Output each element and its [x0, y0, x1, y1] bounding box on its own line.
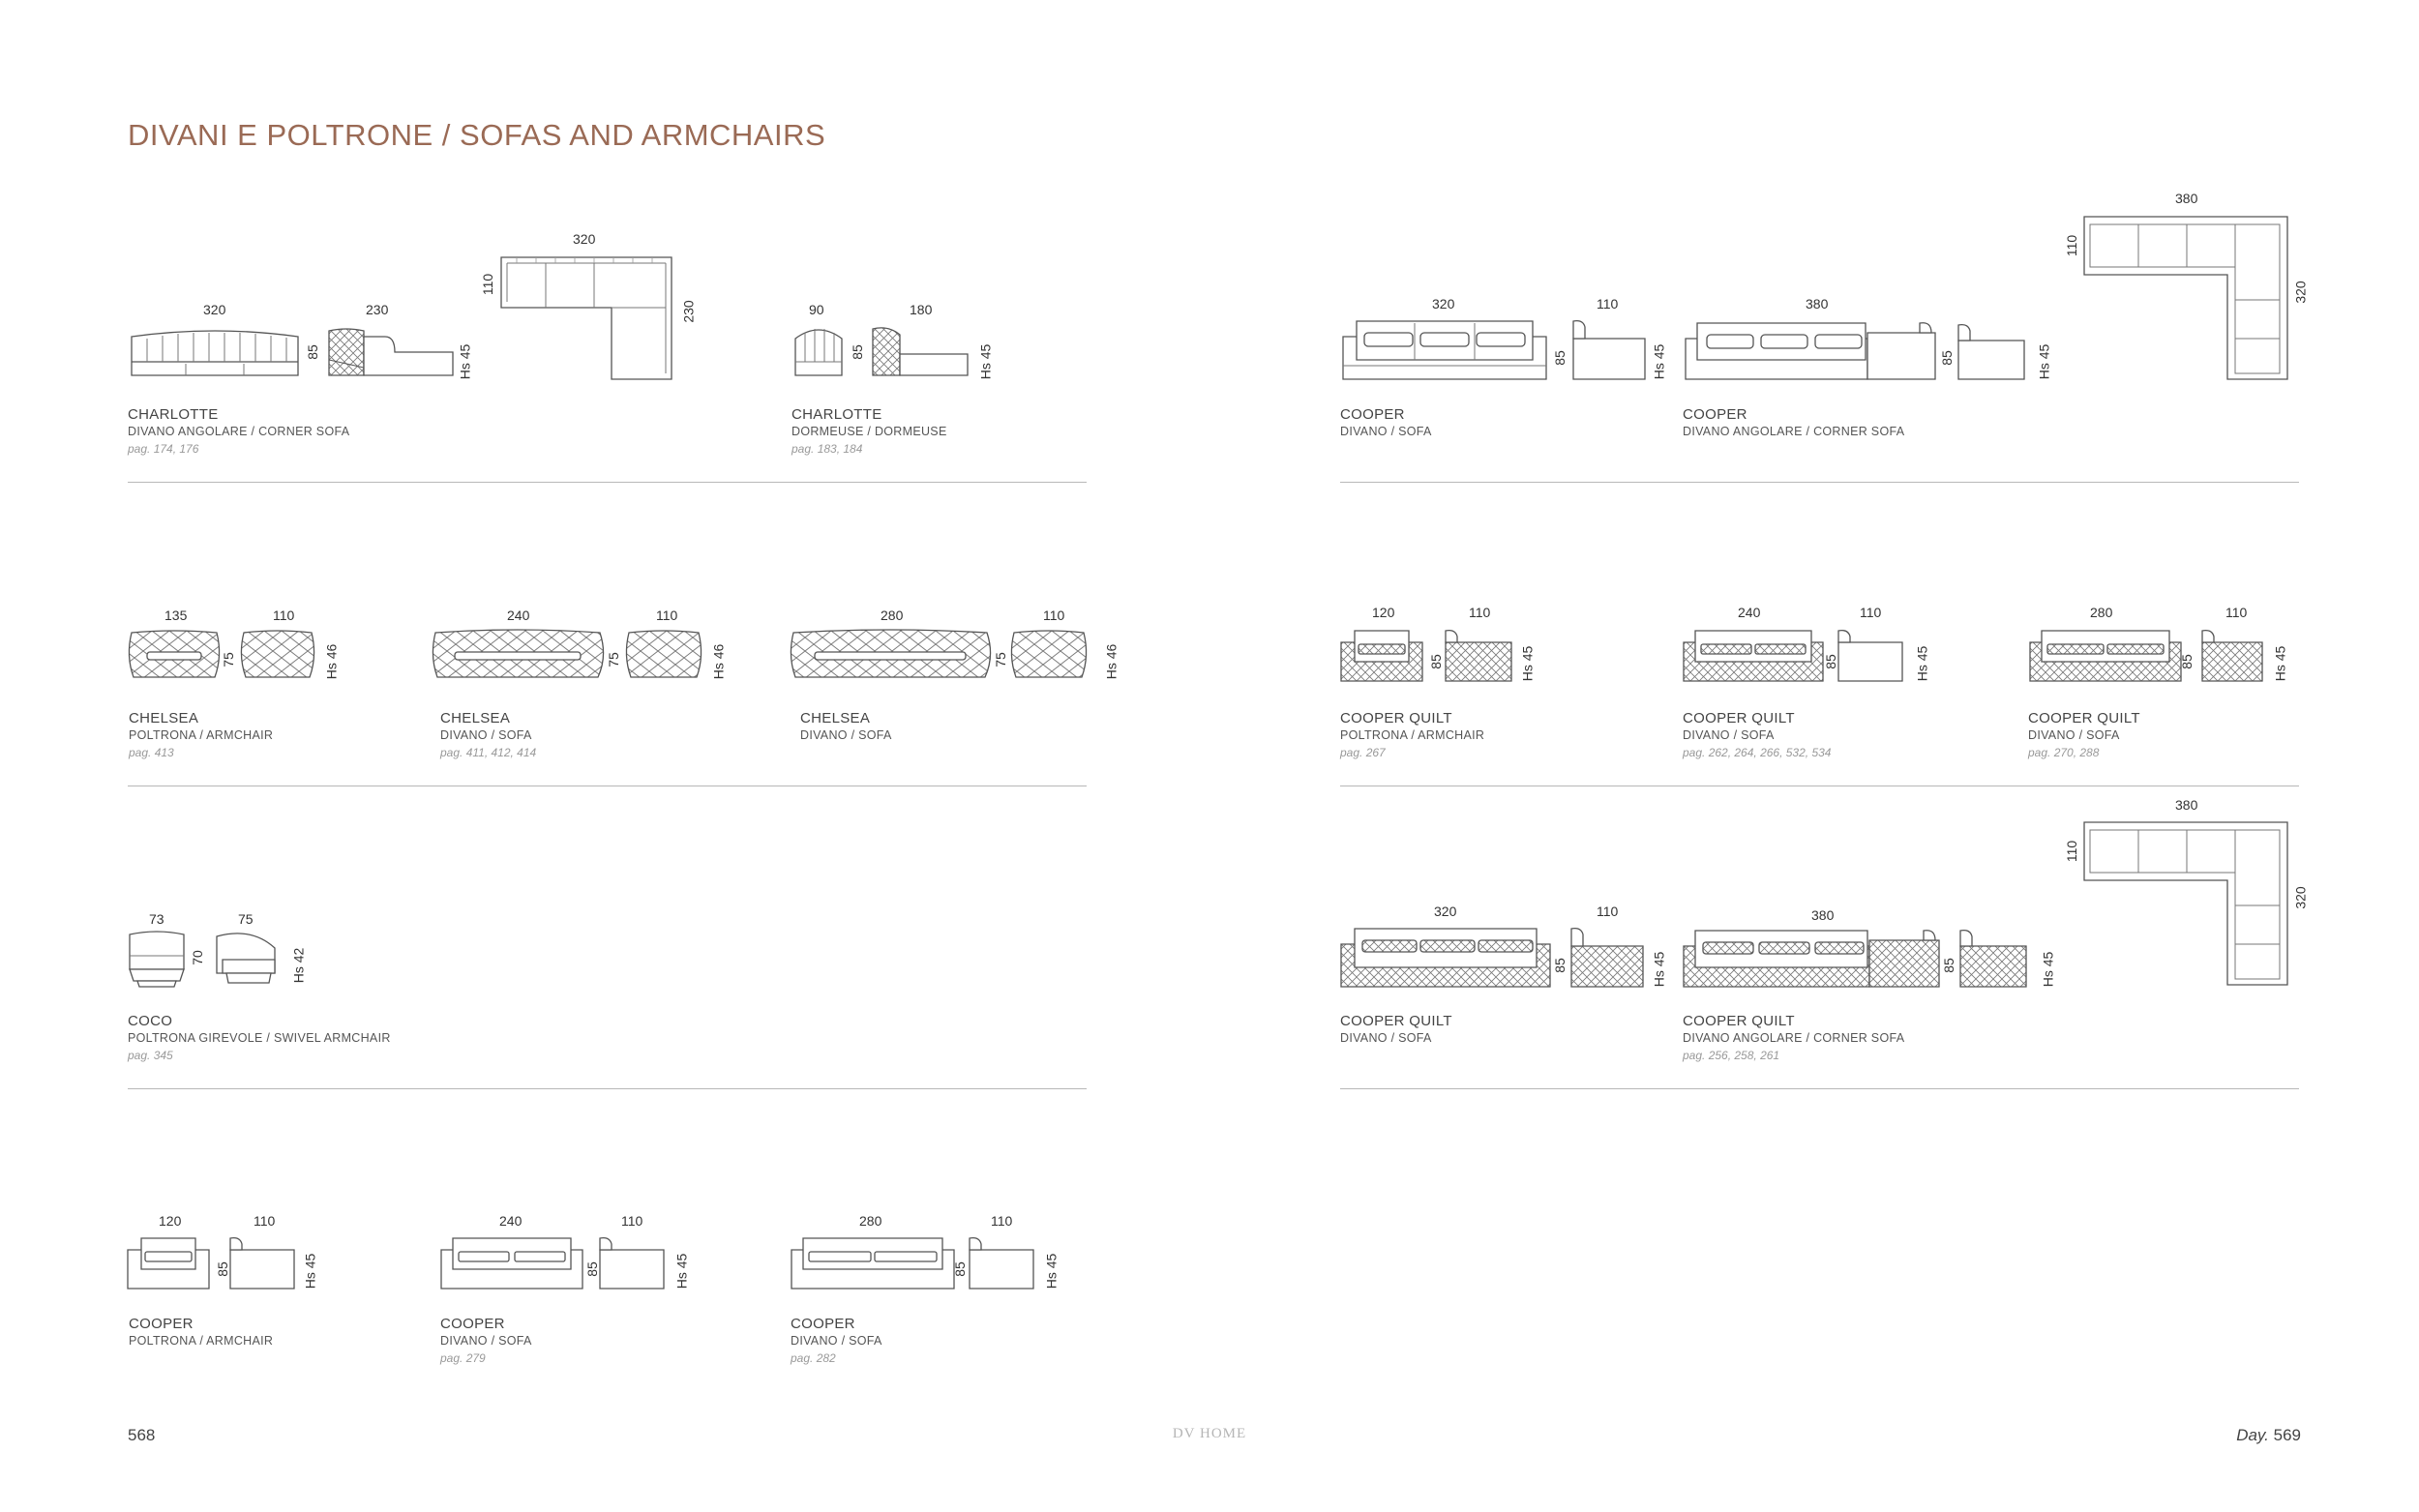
- product-name: COOPER QUILT: [1683, 1013, 1795, 1029]
- dim-side-width: 110: [1043, 608, 1065, 623]
- dim-plan-width: 320: [573, 231, 596, 247]
- product-name: COOPER QUILT: [1340, 710, 1452, 726]
- product-type: DIVANO / SOFA: [2028, 728, 2120, 742]
- dim-side-width: 110: [621, 1213, 643, 1229]
- dim-front-width: 73: [149, 911, 164, 927]
- page-reference: pag. 183, 184: [791, 442, 863, 456]
- dim-plan-side: 320: [2292, 281, 2309, 304]
- product-type: DIVANO / SOFA: [1340, 1031, 1432, 1045]
- product-type: DIVANO ANGOLARE / CORNER SOFA: [1683, 1031, 1905, 1045]
- divider: [128, 1088, 1087, 1089]
- chelsea-armchair-front-figure: [126, 631, 223, 681]
- dim-seat-height: Hs 46: [1103, 643, 1120, 680]
- dim-side-width: 110: [656, 608, 678, 623]
- dim-seat-height: Hs 46: [323, 643, 340, 680]
- product-name: COOPER QUILT: [2028, 710, 2140, 726]
- chelsea-280-side-figure: [1008, 631, 1090, 681]
- dim-plan-width: 380: [2175, 191, 2198, 206]
- product-name: CHELSEA: [440, 710, 511, 726]
- dim-seat-height: Hs 45: [673, 1253, 690, 1290]
- dim-front-width: 280: [2090, 605, 2113, 620]
- product-type: POLTRONA GIREVOLE / SWIVEL ARMCHAIR: [128, 1031, 391, 1045]
- product-type: POLTRONA / ARMCHAIR: [129, 728, 274, 742]
- product-type: DIVANO / SOFA: [1340, 425, 1432, 438]
- dim-height: 85: [583, 1261, 600, 1277]
- cooper-corner-side-figure: [1956, 321, 2026, 381]
- product-type: POLTRONA / ARMCHAIR: [1340, 728, 1485, 742]
- dormeuse-front-figure: [791, 325, 846, 385]
- dim-plan-depth: 110: [2064, 840, 2080, 863]
- dim-side-width: 110: [991, 1213, 1013, 1229]
- chelsea-280-front-figure: [788, 631, 993, 681]
- dim-height: 85: [1940, 958, 1956, 973]
- dim-front-width: 240: [1738, 605, 1761, 620]
- product-name: COOPER: [1340, 406, 1405, 423]
- dim-seat-height: Hs 45: [302, 1253, 318, 1290]
- cq-320-side-figure: [1569, 925, 1647, 989]
- product-type: DIVANO / SOFA: [440, 728, 532, 742]
- dim-height: 85: [1551, 350, 1568, 366]
- cq-armchair-front-figure: [1339, 629, 1426, 683]
- product-name: CHARLOTTE: [791, 406, 882, 423]
- dim-seat-height: Hs 45: [2272, 645, 2288, 682]
- dim-height: 70: [189, 950, 205, 965]
- dim-height: 75: [220, 652, 236, 667]
- cq-280-front-figure: [2028, 629, 2183, 683]
- cq-240-side-figure: [1837, 629, 1904, 683]
- charlotte-plan-figure: [497, 253, 677, 383]
- cq-armchair-side-figure: [1444, 629, 1513, 683]
- dim-front-width: 280: [881, 608, 904, 623]
- cq-corner-front-figure: [1682, 927, 1943, 989]
- product-type: POLTRONA / ARMCHAIR: [129, 1334, 274, 1348]
- chelsea-240-front-figure: [430, 631, 606, 681]
- dim-seat-height: Hs 45: [1519, 645, 1536, 682]
- dormeuse-side-figure: [871, 325, 971, 385]
- product-name: CHELSEA: [800, 710, 871, 726]
- dim-height: 85: [1551, 958, 1568, 973]
- product-name: COCO: [128, 1013, 173, 1029]
- cooper-corner-front-figure: [1682, 319, 1939, 381]
- product-name: COOPER: [791, 1316, 855, 1332]
- divider: [1340, 482, 2299, 483]
- chelsea-armchair-side-figure: [238, 631, 317, 681]
- dim-front-width: 320: [1434, 904, 1457, 919]
- dim-front-width: 135: [164, 608, 188, 623]
- page-reference: pag. 282: [791, 1351, 836, 1365]
- dim-front-width: 320: [203, 302, 226, 317]
- chelsea-240-side-figure: [623, 631, 704, 681]
- dim-seat-height: Hs 45: [457, 343, 473, 380]
- charlotte-side-figure: [327, 327, 455, 385]
- product-name: COOPER QUILT: [1340, 1013, 1452, 1029]
- divider: [128, 482, 1087, 483]
- dim-seat-height: Hs 45: [977, 343, 994, 380]
- dim-front-width: 120: [159, 1213, 182, 1229]
- product-name: CHARLOTTE: [128, 406, 219, 423]
- dim-height: 75: [992, 652, 1008, 667]
- dim-plan-side: 230: [680, 300, 697, 323]
- product-name: COOPER: [440, 1316, 505, 1332]
- dim-side-width: 75: [238, 911, 254, 927]
- dim-front-width: 320: [1432, 296, 1455, 311]
- page-reference: pag. 413: [129, 746, 174, 759]
- dim-front-width: 380: [1806, 296, 1829, 311]
- dim-height: 85: [304, 344, 320, 360]
- cooper-240-front-figure: [439, 1236, 584, 1292]
- cooper-280-side-figure: [968, 1236, 1035, 1292]
- page-reference: pag. 256, 258, 261: [1683, 1049, 1780, 1062]
- product-type: DIVANO / SOFA: [440, 1334, 532, 1348]
- page-number-left: 568: [128, 1426, 156, 1444]
- dim-height: 85: [849, 344, 865, 360]
- product-type: DIVANO / SOFA: [1683, 728, 1775, 742]
- dim-front-width: 240: [499, 1213, 523, 1229]
- page-reference: pag. 174, 176: [128, 442, 199, 456]
- page-reference: pag. 270, 288: [2028, 746, 2100, 759]
- dim-side-width: 110: [254, 1213, 276, 1229]
- dim-seat-height: Hs 45: [2036, 343, 2052, 380]
- product-name: CHELSEA: [129, 710, 199, 726]
- page-reference: pag. 279: [440, 1351, 486, 1365]
- dim-seat-height: Hs 45: [1651, 343, 1667, 380]
- dim-seat-height: Hs 42: [290, 947, 307, 984]
- page-reference: pag. 345: [128, 1049, 173, 1062]
- product-name: COOPER: [1683, 406, 1747, 423]
- dim-height: 85: [951, 1261, 968, 1277]
- dim-seat-height: Hs 45: [2040, 951, 2056, 988]
- page-number-right: [2236, 1426, 2301, 1445]
- cq-corner-plan-figure: [2080, 818, 2291, 989]
- page-reference: pag. 262, 264, 266, 532, 534: [1683, 746, 1832, 759]
- dim-plan-depth: 110: [480, 273, 496, 296]
- product-type: DORMEUSE / DORMEUSE: [791, 425, 947, 438]
- cooper-corner-plan-figure: [2080, 213, 2291, 383]
- brand-logo: DV HOME: [1172, 1426, 1247, 1441]
- cooper-280-front-figure: [790, 1236, 956, 1292]
- page-number-right-value: 569: [2273, 1426, 2301, 1444]
- dim-seat-height: Hs 45: [1043, 1253, 1060, 1290]
- dim-front-width: 280: [859, 1213, 882, 1229]
- cq-corner-side-figure: [1958, 927, 2028, 989]
- dim-height: 85: [1822, 654, 1838, 669]
- dim-side-width: 230: [366, 302, 389, 317]
- product-type: DIVANO ANGOLARE / CORNER SOFA: [128, 425, 350, 438]
- product-name: COOPER: [129, 1316, 194, 1332]
- dim-side-width: 110: [1597, 904, 1619, 919]
- product-name: COOPER QUILT: [1683, 710, 1795, 726]
- dim-height: 85: [2178, 654, 2195, 669]
- cooper-armchair-front-figure: [126, 1236, 213, 1292]
- dim-side-width: 110: [1597, 296, 1619, 311]
- cq-240-front-figure: [1682, 629, 1825, 683]
- cq-320-front-figure: [1339, 925, 1552, 989]
- dim-side-width: 110: [273, 608, 295, 623]
- dim-height: 75: [605, 652, 621, 667]
- brand-tag: Day.: [2236, 1426, 2269, 1444]
- dim-plan-width: 380: [2175, 797, 2198, 813]
- dim-seat-height: Hs 45: [1914, 645, 1930, 682]
- product-type: DIVANO / SOFA: [800, 728, 892, 742]
- coco-side-figure: [213, 931, 286, 989]
- dim-side-width: 110: [2225, 605, 2248, 620]
- cq-280-side-figure: [2200, 629, 2264, 683]
- dim-height: 85: [214, 1261, 230, 1277]
- cooper-240-side-figure: [598, 1236, 666, 1292]
- cooper-side-figure: [1571, 317, 1649, 381]
- coco-front-figure: [126, 931, 188, 989]
- cooper-front-figure: [1339, 317, 1550, 381]
- page-reference: pag. 267: [1340, 746, 1386, 759]
- dim-side-width: 110: [1860, 605, 1882, 620]
- dim-front-width: 240: [507, 608, 530, 623]
- cooper-armchair-side-figure: [228, 1236, 296, 1292]
- dim-seat-height: Hs 45: [1651, 951, 1667, 988]
- dim-plan-depth: 110: [2064, 234, 2080, 257]
- divider: [1340, 1088, 2299, 1089]
- page-title: DIVANI E POLTRONE / SOFAS AND ARMCHAIRS: [128, 118, 826, 152]
- product-type: DIVANO / SOFA: [791, 1334, 882, 1348]
- dim-plan-side: 320: [2292, 886, 2309, 909]
- dim-side-width: 180: [910, 302, 933, 317]
- dim-front-width: 120: [1372, 605, 1395, 620]
- dim-seat-height: Hs 46: [710, 643, 727, 680]
- charlotte-front-figure: [128, 327, 302, 385]
- dim-height: 85: [1427, 654, 1444, 669]
- product-type: DIVANO ANGOLARE / CORNER SOFA: [1683, 425, 1905, 438]
- dim-height: 85: [1938, 350, 1955, 366]
- dim-side-width: 110: [1469, 605, 1491, 620]
- page-reference: pag. 411, 412, 414: [440, 746, 537, 759]
- dim-front-width: 380: [1811, 907, 1835, 923]
- dim-front-width: 90: [809, 302, 824, 317]
